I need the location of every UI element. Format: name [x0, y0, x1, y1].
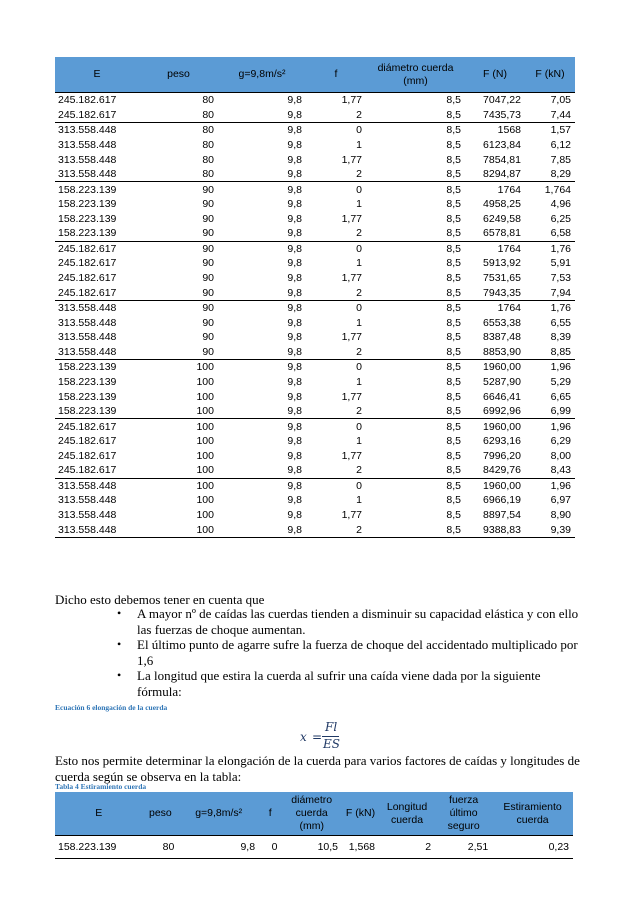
table-cell: 313.558.448 [58, 331, 117, 344]
table-row [55, 108, 575, 123]
table-cell: 2 [356, 168, 362, 181]
table-cell: 8,5 [446, 227, 461, 240]
table-cell: 9,8 [287, 435, 302, 448]
table-row [55, 419, 575, 434]
table-cell: 0 [306, 478, 366, 493]
table-cell: 8,5 [446, 316, 461, 329]
table-cell: 2 [356, 405, 362, 418]
table-cell: 6123,84 [483, 138, 521, 151]
table-cell: 9,8 [218, 300, 306, 315]
table-cell: 245.182.617 [55, 241, 139, 256]
table-cell: 8,5 [446, 390, 461, 403]
table-cell: 6,55 [550, 316, 571, 329]
table-cell: 313.558.448 [58, 345, 117, 358]
table-cell: 90 [139, 182, 218, 197]
col-header-f: f [306, 57, 366, 93]
table-cell: 2 [379, 836, 435, 859]
table-cell: 8,5 [366, 123, 465, 138]
table-row [55, 360, 575, 375]
col-header-peso: peso [139, 57, 218, 93]
table-cell: 8,5 [366, 419, 465, 434]
table-cell: 158.223.139 [55, 360, 139, 375]
table-cell: 1 [356, 435, 362, 448]
table-row [55, 389, 575, 404]
table-cell: 1 [356, 494, 362, 507]
table-cell: 80 [202, 168, 214, 181]
table-cell: 9,8 [287, 316, 302, 329]
table-cell: 9,8 [218, 360, 306, 375]
col-header-rope-stretch: Estiramiento cuerda [492, 792, 573, 836]
table-cell: 9,8 [218, 478, 306, 493]
table-row [55, 241, 575, 256]
table-row [55, 330, 575, 345]
table-cell: 8,5 [446, 464, 461, 477]
table-cell: 1 [356, 316, 362, 329]
table-cell: 1 [356, 138, 362, 151]
table-cell: 1 [356, 257, 362, 270]
table-cell: 90 [202, 198, 214, 211]
table-cell: 2,51 [435, 836, 492, 859]
table-cell: 9,8 [287, 345, 302, 358]
table-cell: 1,77 [341, 390, 362, 403]
table-cell: 9,8 [287, 198, 302, 211]
table-cell: 158.223.139 [58, 390, 117, 403]
table-row [55, 152, 575, 167]
equation-caption: Ecuación 6 elongación de la cuerda [55, 703, 168, 712]
table-cell: 245.182.617 [58, 257, 117, 270]
elongation-formula [300, 720, 340, 754]
table-cell: 9,8 [287, 108, 302, 121]
table-cell: 158.223.139 [55, 182, 139, 197]
table-cell: 9,8 [218, 241, 306, 256]
bullet-icon: • [117, 606, 122, 620]
table-cell: 7,53 [550, 272, 571, 285]
table-cell: 313.558.448 [58, 138, 117, 151]
table-cell: 80 [139, 123, 218, 138]
table-cell: 8,5 [446, 286, 461, 299]
table-cell: 1 [356, 198, 362, 211]
table-cell: 9388,83 [465, 522, 525, 537]
formula-numerator: Fl [325, 720, 338, 734]
table-cell: 9,8 [287, 464, 302, 477]
table-cell: 90 [202, 212, 214, 225]
table-cell: 100 [196, 494, 214, 507]
formula-denominator: ES [323, 737, 340, 751]
table-cell: 100 [139, 522, 218, 537]
table-cell: 2 [356, 227, 362, 240]
table-cell: 7047,22 [465, 93, 525, 108]
table-cell: 8,5 [446, 108, 461, 121]
table-row [55, 212, 575, 227]
table-row [55, 285, 575, 300]
table-cell: 245.182.617 [58, 272, 117, 285]
table-cell: 9,8 [287, 331, 302, 344]
table-cell: 7,85 [550, 153, 571, 166]
table-cell: 1,96 [525, 419, 575, 434]
table-cell: 7943,35 [483, 286, 521, 299]
table-row [55, 478, 575, 493]
table-cell: 1,77 [341, 272, 362, 285]
table-cell: 9,8 [287, 390, 302, 403]
table-cell: 313.558.448 [55, 478, 139, 493]
intro-text: Dicho esto debemos tener en cuenta que [55, 592, 265, 607]
table-cell: 6293,16 [483, 435, 521, 448]
table-cell: 8,5 [446, 168, 461, 181]
table-cell: 2 [356, 345, 362, 358]
table-row [55, 271, 575, 286]
table-cell: 1764 [465, 182, 525, 197]
table-cell: 7531,65 [483, 272, 521, 285]
table-cell: 8,5 [366, 360, 465, 375]
table-cell: 8387,48 [483, 331, 521, 344]
table-cell: 100 [139, 478, 218, 493]
table-cell: 100 [139, 360, 218, 375]
col-header-force-kn: F (kN) [342, 792, 379, 836]
table-cell: 5913,92 [483, 257, 521, 270]
table-cell: 245.182.617 [58, 108, 117, 121]
table-cell: 8,5 [446, 212, 461, 225]
table-row [55, 508, 575, 523]
table-cell: 1,77 [341, 212, 362, 225]
table-cell: 9,8 [287, 227, 302, 240]
table-cell: 1,77 [306, 93, 366, 108]
table-row [55, 449, 575, 464]
table-row [55, 463, 575, 478]
table-cell: 6,25 [550, 212, 571, 225]
table-cell: 1 [356, 375, 362, 388]
table-cell: 245.182.617 [58, 286, 117, 299]
col-header-force-n: F (N) [465, 57, 525, 93]
table-cell: 9,8 [287, 168, 302, 181]
table-cell: 1,77 [341, 331, 362, 344]
table-row [55, 315, 575, 330]
col-header-last-anchor-force: fuerza último seguro [435, 792, 492, 836]
table-cell: 8,5 [366, 522, 465, 537]
table-cell: 158.223.139 [58, 198, 117, 211]
table-cell: 8,5 [366, 241, 465, 256]
table-cell: 90 [202, 345, 214, 358]
table-cell: 158.223.139 [58, 405, 117, 418]
table-cell: 1764 [465, 300, 525, 315]
table-cell: 8,00 [550, 449, 571, 462]
col-header-force-kn: F (kN) [525, 57, 575, 93]
bullet-item: A mayor nº de caídas las cuerdas tienden a disminuir su capacidad elástica y con ello las fuerzas de choque aumentan. [137, 606, 579, 637]
formula-equals: = [312, 730, 323, 744]
table-cell: 80 [202, 138, 214, 151]
table-cell: 313.558.448 [58, 509, 117, 522]
table-cell: 1,77 [341, 509, 362, 522]
table-cell: 1960,00 [465, 478, 525, 493]
table-cell: 245.182.617 [58, 435, 117, 448]
table-cell: 8,5 [446, 405, 461, 418]
table-cell: 0 [306, 300, 366, 315]
table-cell: 1,76 [525, 241, 575, 256]
table-cell: 4958,25 [483, 198, 521, 211]
table-row [55, 167, 575, 182]
table-cell: 6646,41 [483, 390, 521, 403]
table-cell: 9,8 [287, 212, 302, 225]
table-cell: 5,29 [550, 375, 571, 388]
table-cell: 9,8 [287, 405, 302, 418]
table-cell: 6578,81 [483, 227, 521, 240]
table-cell: 100 [196, 435, 214, 448]
table-cell: 8853,90 [483, 345, 521, 358]
table-cell: 2 [306, 522, 366, 537]
table-cell: 80 [142, 836, 178, 859]
table-cell: 9,8 [218, 93, 306, 108]
table-cell: 80 [202, 108, 214, 121]
table-cell: 100 [139, 419, 218, 434]
table-cell: 90 [139, 241, 218, 256]
paragraph-2: Esto nos permite determinar la elongación de la cuerda para varios factores de caídas y longitudes de cuerda según se observa en la tabla: [55, 753, 580, 784]
table-cell: 1960,00 [465, 419, 525, 434]
table-cell: 6249,58 [483, 212, 521, 225]
table-cell: 8,29 [550, 168, 571, 181]
table-cell: 0 [306, 123, 366, 138]
table-cell: 8,85 [550, 345, 571, 358]
table-cell: 8429,76 [483, 464, 521, 477]
results-body [55, 93, 575, 538]
table-cell: 313.558.448 [58, 153, 117, 166]
table-cell: 90 [202, 257, 214, 270]
table-cell: 7,05 [525, 93, 575, 108]
table-row [55, 256, 575, 271]
table-cell: 245.182.617 [58, 449, 117, 462]
table-row [55, 300, 575, 315]
table-cell: 158.223.139 [58, 227, 117, 240]
table-cell: 9,8 [287, 272, 302, 285]
table-cell: 6,97 [550, 494, 571, 507]
table-cell: 8,90 [550, 509, 571, 522]
table-cell: 8,39 [550, 331, 571, 344]
table-cell: 10,5 [281, 836, 342, 859]
table-cell: 9,8 [287, 286, 302, 299]
table-cell: 5287,90 [483, 375, 521, 388]
table-cell: 9,8 [218, 123, 306, 138]
table-cell: 8,5 [446, 449, 461, 462]
table-cell: 1568 [465, 123, 525, 138]
table-cell: 8,5 [446, 494, 461, 507]
table-cell: 7,44 [550, 108, 571, 121]
table-cell: 313.558.448 [58, 316, 117, 329]
table-row [55, 404, 575, 419]
table-cell: 8,5 [366, 182, 465, 197]
table-cell: 8,5 [446, 435, 461, 448]
table-cell: 245.182.617 [55, 93, 139, 108]
table-cell: 8,5 [366, 300, 465, 315]
table-cell: 6,58 [550, 227, 571, 240]
table-cell: 6,29 [550, 435, 571, 448]
table-cell: 2 [356, 464, 362, 477]
table-cell: 8,43 [550, 464, 571, 477]
stretch-header-row [55, 792, 573, 836]
table-row [55, 226, 575, 241]
table-cell: 1,57 [525, 123, 575, 138]
table-cell: 6992,96 [483, 405, 521, 418]
table-row [55, 434, 575, 449]
table-cell: 158.223.139 [58, 375, 117, 388]
table-cell: 6,12 [550, 138, 571, 151]
table-row [55, 375, 575, 390]
table-cell: 8,5 [446, 509, 461, 522]
table-cell: 7996,20 [483, 449, 521, 462]
table-cell: 80 [202, 153, 214, 166]
table-cell: 1764 [465, 241, 525, 256]
table-cell: 9,39 [525, 522, 575, 537]
table-cell: 9,8 [287, 138, 302, 151]
table-cell: 5,91 [550, 257, 571, 270]
table-cell: 8,5 [366, 478, 465, 493]
table-cell: 1,76 [525, 300, 575, 315]
table-row [55, 836, 573, 859]
table-cell: 100 [196, 375, 214, 388]
table-cell: 0 [259, 836, 281, 859]
table-cell: 7854,81 [483, 153, 521, 166]
table-cell: 245.182.617 [55, 419, 139, 434]
table-cell: 6,65 [550, 390, 571, 403]
table-cell: 313.558.448 [58, 168, 117, 181]
table-cell: 90 [202, 227, 214, 240]
table-cell: 7,94 [550, 286, 571, 299]
bullet-item: La longitud que estira la cuerda al sufrir una caída viene dada por la siguiente fórmula: [137, 668, 541, 699]
table-cell: 8294,87 [483, 168, 521, 181]
table-cell: 8897,54 [483, 509, 521, 522]
table-cell: 9,8 [178, 836, 259, 859]
table-cell: 1,764 [525, 182, 575, 197]
table-cell: 9,8 [218, 522, 306, 537]
col-header-f: f [259, 792, 281, 836]
table-cell: 0 [306, 182, 366, 197]
table-cell: 1,77 [341, 449, 362, 462]
col-header-diameter: diámetro cuerda (mm) [366, 57, 465, 93]
table-cell: 1,77 [341, 153, 362, 166]
table-cell: 313.558.448 [55, 522, 139, 537]
table-cell: 313.558.448 [55, 300, 139, 315]
table-cell: 7435,73 [483, 108, 521, 121]
table-cell: 90 [202, 286, 214, 299]
table-cell: 6553,38 [483, 316, 521, 329]
col-header-rope-length: Longitud cuerda [379, 792, 435, 836]
table-cell: 2 [356, 286, 362, 299]
table-row [55, 138, 575, 153]
table-cell: 9,8 [287, 509, 302, 522]
table-cell: 6,99 [550, 405, 571, 418]
table-cell: 1,568 [342, 836, 379, 859]
table-cell: 9,8 [218, 419, 306, 434]
table-cell: 0 [306, 241, 366, 256]
table-cell: 6966,19 [483, 494, 521, 507]
table-cell: 245.182.617 [58, 464, 117, 477]
table-cell: 313.558.448 [55, 123, 139, 138]
table-cell: 9,8 [218, 182, 306, 197]
results-header-row [55, 57, 575, 93]
table-cell: 1,96 [525, 478, 575, 493]
table-cell: 100 [196, 405, 214, 418]
table-row [55, 493, 575, 508]
table-row [55, 123, 575, 138]
bullet-icon: • [117, 668, 122, 682]
table-cell: 90 [202, 272, 214, 285]
bullet-item: El último punto de agarre sufre la fuerza de choque del accidentado multiplicado por 1,6 [137, 637, 578, 668]
col-header-peso: peso [142, 792, 178, 836]
table-cell: 8,5 [446, 198, 461, 211]
table-cell: 4,96 [550, 198, 571, 211]
table-cell: 9,8 [287, 153, 302, 166]
table-cell: 1960,00 [465, 360, 525, 375]
table-cell: 1,96 [525, 360, 575, 375]
table-cell: 90 [202, 316, 214, 329]
table-cell: 0,23 [492, 836, 573, 859]
table-cell: 8,5 [446, 138, 461, 151]
table-row [55, 182, 575, 197]
table2-caption: Tabla 4 Estiramiento cuerda [55, 782, 147, 791]
col-header-e: E [55, 792, 142, 836]
table-cell: 9,8 [287, 494, 302, 507]
table-cell: 100 [196, 509, 214, 522]
table-row [55, 197, 575, 212]
col-header-gravity: g=9,8m/s² [218, 57, 306, 93]
table-row [55, 522, 575, 537]
table-cell: 9,8 [287, 257, 302, 270]
table-row [55, 345, 575, 360]
table-cell: 100 [196, 390, 214, 403]
table-cell: 158.223.139 [58, 212, 117, 225]
table-cell: 8,5 [446, 257, 461, 270]
table-cell: 8,5 [366, 93, 465, 108]
table-cell: 158.223.139 [55, 836, 142, 859]
formula-lhs: x [300, 730, 307, 744]
table-cell: 8,5 [446, 345, 461, 358]
table-cell: 100 [196, 449, 214, 462]
table-cell: 8,5 [446, 331, 461, 344]
table-cell: 2 [356, 108, 362, 121]
col-header-diameter: diámetro cuerda (mm) [281, 792, 342, 836]
table-cell: 90 [202, 331, 214, 344]
table-cell: 80 [139, 93, 218, 108]
col-header-gravity: g=9,8m/s² [178, 792, 259, 836]
stretch-body [55, 836, 573, 859]
table-cell: 8,5 [446, 153, 461, 166]
table-cell: 8,5 [446, 272, 461, 285]
table-cell: 100 [196, 464, 214, 477]
table-cell: 90 [139, 300, 218, 315]
table-cell: 8,5 [446, 375, 461, 388]
table-cell: 313.558.448 [58, 494, 117, 507]
table-cell: 9,8 [287, 375, 302, 388]
col-header-e: E [55, 57, 139, 93]
table-cell: 9,8 [287, 449, 302, 462]
table-row [55, 93, 575, 108]
bullet-icon: • [117, 637, 122, 651]
table-cell: 0 [306, 360, 366, 375]
stretch-table [55, 792, 573, 859]
table-cell: 0 [306, 419, 366, 434]
results-table [55, 57, 575, 538]
